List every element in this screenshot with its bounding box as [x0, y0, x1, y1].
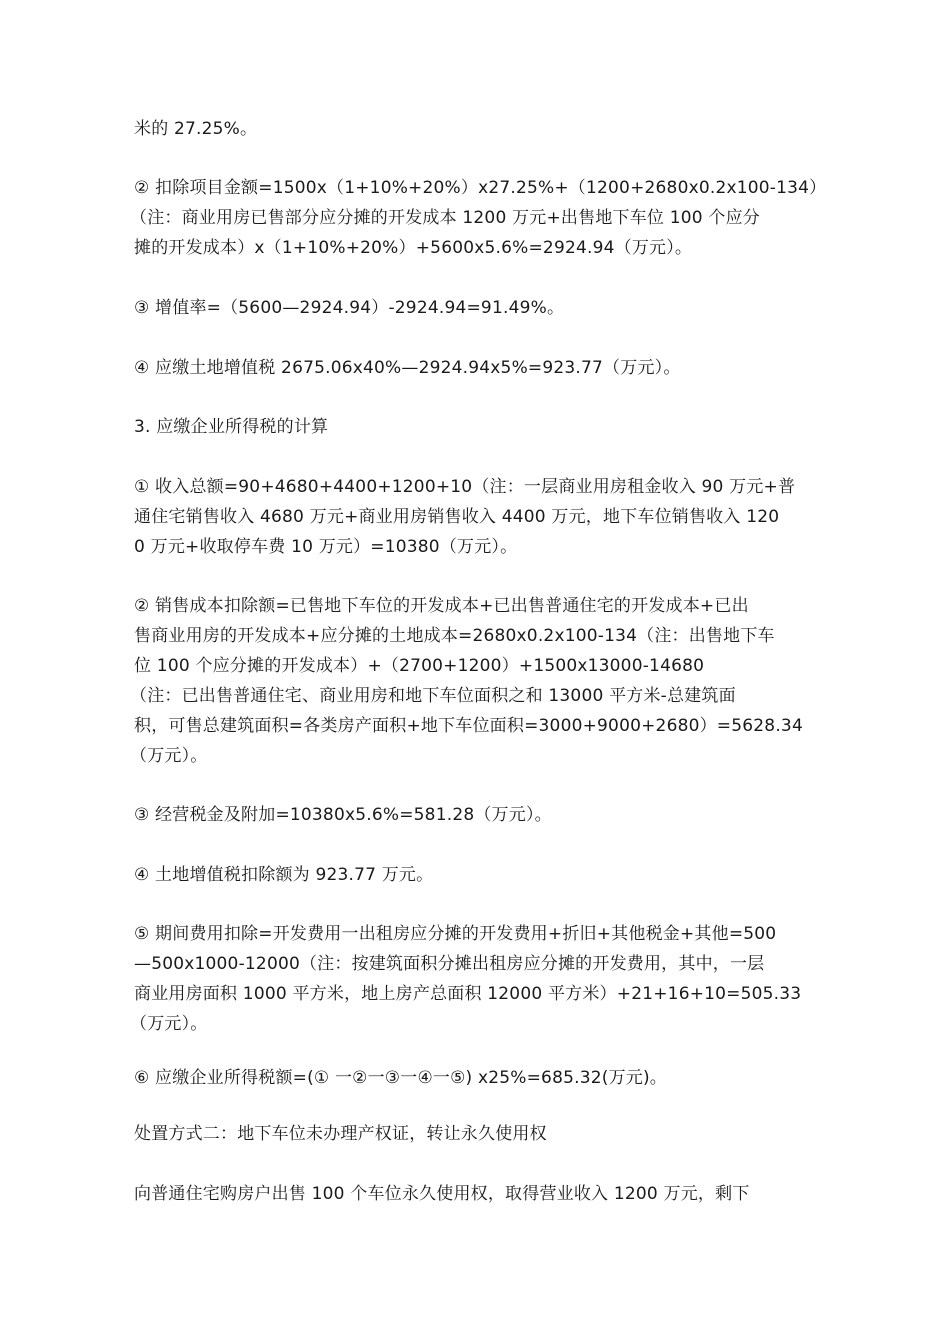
section-heading: 3. 应缴企业所得税的计算 — [134, 417, 329, 437]
text-line: 米的 27.25%。 — [134, 119, 258, 139]
text-line: 通住宅销售收入 4680 万元+商业用房销售收入 4400 万元，地下车位销售收入 120 — [134, 507, 780, 527]
text-line: ① 收入总额=90+4680+4400+1200+10（注：一层商业用房租金收入 90 万元+普 — [134, 477, 796, 497]
text-line: ③ 增值率=（5600—2924.94）-2924.94=91.49%。 — [134, 298, 565, 318]
text-line: （万元）。 — [130, 746, 208, 766]
text-line: （注：已出售普通住宅、商业用房和地下车位面积之和 13000 平方米-总建筑面 — [130, 686, 736, 706]
text-line: ② 扣除项目金额=1500x（1+10%+20%）x27.25%+（1200+2680x0.2x100-134） — [134, 178, 827, 198]
text-line: 摊的开发成本）x（1+10%+20%）+5600x5.6%=2924.94（万元）。 — [134, 238, 693, 258]
text-line: ③ 经营税金及附加=10380x5.6%=581.28（万元）。 — [134, 805, 552, 825]
text-line: —500x1000-12000（注：按建筑面积分摊出租房应分摊的开发费用，其中，一层 — [134, 954, 765, 974]
text-line: ④ 土地增值税扣除额为 923.77 万元。 — [134, 865, 434, 885]
text-line: ② 销售成本扣除额=已售地下车位的开发成本+已出售普通住宅的开发成本+已出 — [134, 596, 749, 616]
text-line: 0 万元+收取停车费 10 万元）=10380（万元）。 — [134, 537, 518, 557]
section-heading: 处置方式二：地下车位未办理产权证，转让永久使用权 — [134, 1124, 547, 1144]
text-line: （万元）。 — [130, 1014, 208, 1034]
text-line: 售商业用房的开发成本+应分摊的土地成本=2680x0.2x100-134（注：出售地下车 — [134, 626, 775, 646]
text-line: ⑤ 期间费用扣除=开发费用一出租房应分摊的开发费用+折旧+其他税金+其他=500 — [134, 924, 777, 944]
text-line: 位 100 个应分摊的开发成本）+（2700+1200）+1500x13000-14680 — [134, 656, 705, 676]
text-line: ④ 应缴土地增值税 2675.06x40%—2924.94x5%=923.77（万元）。 — [134, 358, 681, 378]
text-line: 向普通住宅购房户出售 100 个车位永久使用权，取得营业收入 1200 万元，剩下 — [134, 1184, 750, 1204]
text-line: 商业用房面积 1000 平方米，地上房产总面积 12000 平方米）+21+16+10=505.33 — [134, 984, 802, 1004]
text-line: 积，可售总建筑面积=各类房产面积+地下车位面积=3000+9000+2680）=5628.34 — [134, 716, 803, 736]
text-line: ⑥ 应缴企业所得税额=(① 一②一③一④一⑤) x25%=685.32(万元)。 — [134, 1068, 667, 1088]
text-line: （注：商业用房已售部分应分摊的开发成本 1200 万元+出售地下车位 100 个应分 — [130, 208, 760, 228]
